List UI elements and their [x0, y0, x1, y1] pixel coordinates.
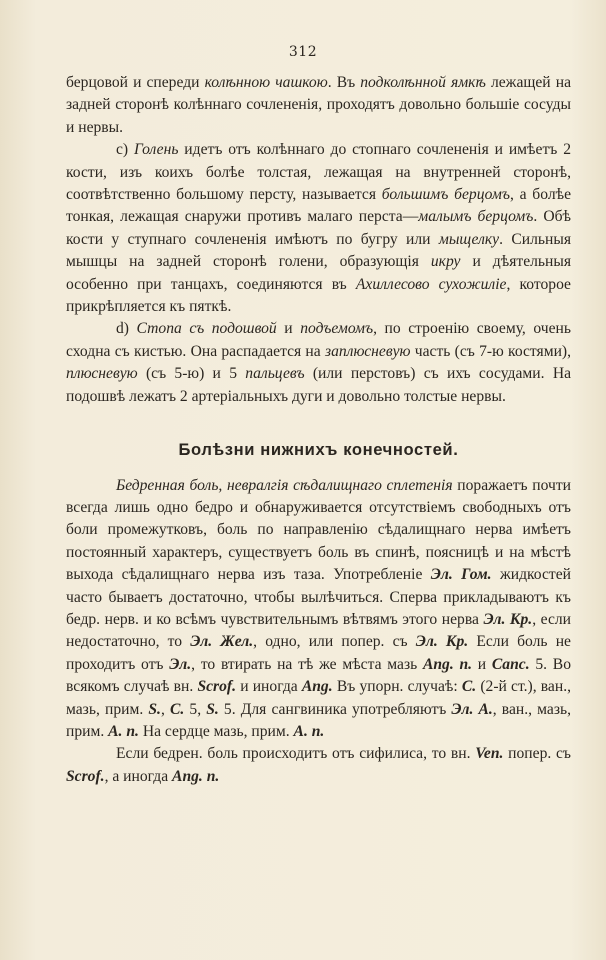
section-title: Болѣзни нижнихъ конечностей.: [178, 440, 459, 460]
paragraph-shin: c) Голень идетъ отъ колѣннаго до стопнаго сочлененія и имѣетъ 2 кости, изъ коихъ болѣе толстая, лежащая на внутренней сторонѣ, соотвѣтственно большому персту, называется большимъ берцомъ, а болѣе тонкая, лежащая снаружи противъ малаго перста—малымъ берцомъ. Обѣ кости у ступнаго сочлененія имѣютъ по бугру или мыщелку. Сильныя мышцы на задней сторонѣ голени, образующія икру и дѣятельныя особенно при танцахъ, соединяются въ Ахиллесово сухожиліе, которое прикрѣпляется къ пяткѣ.: [66, 141, 572, 316]
paragraph-patella: берцовой и спереди колѣнною чашкою. Въ подколѣнной ямкѣ лежащей на задней сторонѣ колѣннаго сочлененія, проходятъ довольно большіе сосуды и нервы.: [66, 74, 571, 136]
page-body: [66, 72, 571, 788]
page-number: 312: [288, 44, 318, 60]
paragraph-syphilis: Если бедрен. боль происходитъ отъ сифилиса, то вн. Ven. попер. съ Scrof., а иногда Ang. n.: [66, 745, 571, 785]
paragraph-foot: d) Стопа съ подошвой и подъемомъ, по строенію своему, очень сходна съ кистью. Она распадается на заплюсневую часть (съ 7-ю костями), плюсневую (съ 5-ю) и 5 пальцевъ (или перстовъ) съ ихъ сосудами. На подошвѣ лежатъ 2 артеріальныхъ дуги и довольно толстые нервы.: [66, 320, 572, 405]
paragraph-sciatica: Бедренная боль, невралгія сѣдалищнаго сплетенія поражаетъ почти всегда лишь одно бедро и обнаруживается отсутствіемъ свободныхъ отъ боли промежутковъ, боль по направленію сѣдалищнаго нерва имѣетъ постоянный характеръ, существуетъ боль въ спинѣ, поясницѣ и на мѣстѣ выхода сѣдалищнаго нерва изъ таза. Употребленіе Эл. Гом. жидкостей часто бываетъ достаточно, чтобы вылѣчиться. Сперва прикладываютъ къ бедр. нерв. и ко всѣмъ чувствительнымъ вѣтвямъ этого нерва Эл. Кр., если недостаточно, то Эл. Жел., одно, или попер. съ Эл. Кр. Если боль не проходитъ отъ Эл., то втирать на тѣ же мѣста мазь Ang. n. и Canc. 5. Во всякомъ случаѣ вн. Scrof. и иногда Ang. Въ упорн. случаѣ: C. (2-й ст.), ван., мазь, прим. S., C. 5, S. 5. Для сангвиника употребляютъ Эл. А., ван., мазь, прим. А. n. На сердце мазь, прим. А. n.: [66, 476, 571, 740]
